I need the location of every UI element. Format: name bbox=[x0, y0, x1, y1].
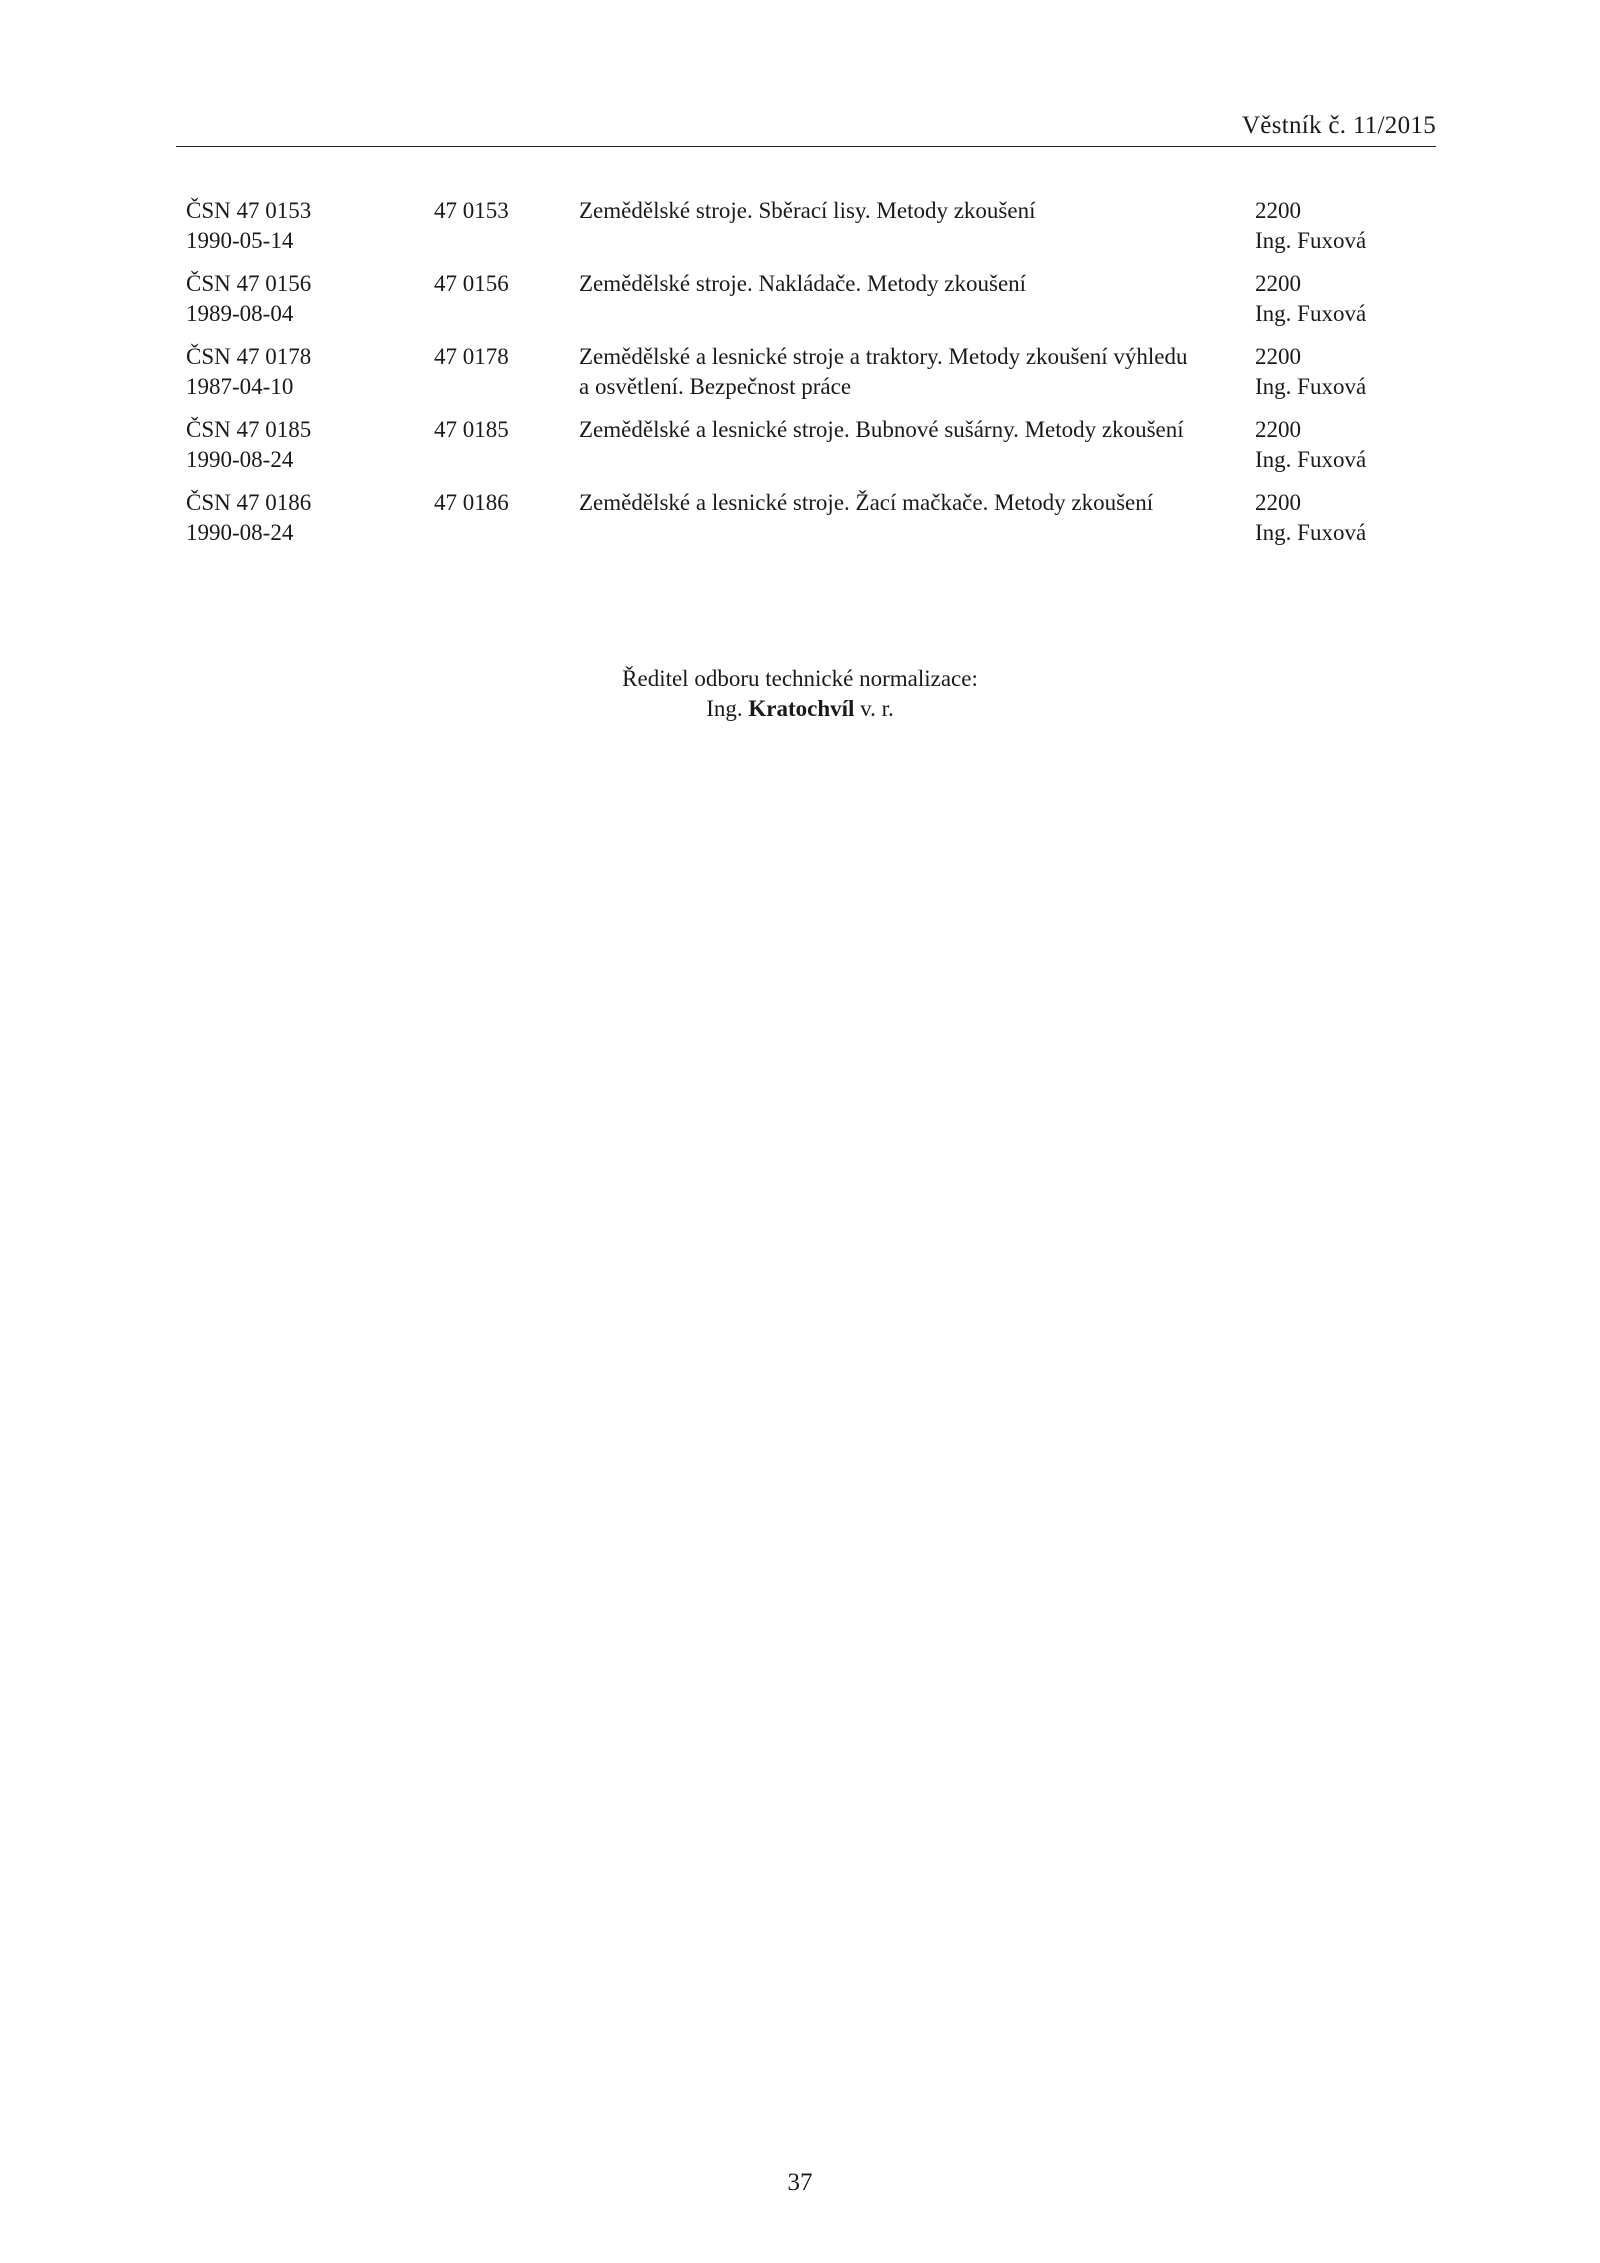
department-code: 2200 bbox=[1255, 344, 1301, 369]
department-code: 2200 bbox=[1255, 198, 1301, 223]
standard-title-line: a osvětlení. Bezpečnost práce bbox=[579, 374, 852, 399]
bulletin-title: Věstník č. 11/2015 bbox=[1241, 112, 1436, 139]
standard-title-cell bbox=[579, 488, 1229, 518]
standard-title-cell bbox=[579, 269, 1229, 299]
standard-id-cell bbox=[186, 342, 406, 402]
responsible-person: Ing. Fuxová bbox=[1255, 228, 1367, 253]
classification-cell bbox=[434, 488, 554, 518]
classification-cell bbox=[434, 196, 554, 226]
list-item bbox=[186, 342, 1436, 415]
department-code: 2200 bbox=[1255, 490, 1301, 515]
standard-id-cell bbox=[186, 269, 406, 329]
signatory-prefix: Ing. bbox=[706, 696, 743, 721]
standard-title-line: Zemědělské a lesnické stroje. Bubnové sušárny. Metody zkoušení bbox=[579, 417, 1184, 442]
signatory-line bbox=[0, 694, 1600, 724]
responsible-cell bbox=[1255, 269, 1435, 329]
standard-title-line: Zemědělské stroje. Nakládače. Metody zkoušení bbox=[579, 271, 1027, 296]
signatory-name: Kratochvíl bbox=[748, 696, 855, 721]
department-code: 2200 bbox=[1255, 271, 1301, 296]
responsible-cell bbox=[1255, 488, 1435, 548]
standard-number: ČSN 47 0185 bbox=[186, 417, 312, 442]
responsible-cell bbox=[1255, 196, 1435, 256]
signatory-suffix: v. r. bbox=[860, 696, 894, 721]
responsible-cell bbox=[1255, 342, 1435, 402]
standard-title-line: Zemědělské stroje. Sběrací lisy. Metody zkoušení bbox=[579, 198, 1036, 223]
list-item bbox=[186, 415, 1436, 488]
list-item bbox=[186, 196, 1436, 269]
standard-id-cell bbox=[186, 488, 406, 548]
responsible-cell bbox=[1255, 415, 1435, 475]
standard-date: 1990-08-24 bbox=[186, 520, 294, 545]
classification-cell bbox=[434, 342, 554, 372]
signature-block bbox=[0, 664, 1600, 724]
classification-number: 47 0185 bbox=[434, 417, 509, 442]
standard-title-line: Zemědělské a lesnické stroje a traktory. Metody zkoušení výhledu bbox=[579, 344, 1188, 369]
standard-title-cell bbox=[579, 415, 1229, 445]
classification-number: 47 0153 bbox=[434, 198, 509, 223]
classification-cell bbox=[434, 269, 554, 299]
responsible-person: Ing. Fuxová bbox=[1255, 447, 1367, 472]
standard-number: ČSN 47 0186 bbox=[186, 490, 312, 515]
standard-date: 1990-08-24 bbox=[186, 447, 294, 472]
standard-date: 1990-05-14 bbox=[186, 228, 294, 253]
standard-title-line: Zemědělské a lesnické stroje. Žací mačkače. Metody zkoušení bbox=[579, 490, 1154, 515]
classification-number: 47 0186 bbox=[434, 490, 509, 515]
list-item bbox=[186, 488, 1436, 561]
standard-id-cell bbox=[186, 196, 406, 256]
classification-cell bbox=[434, 415, 554, 445]
signatory-role: Ředitel odboru technické normalizace: bbox=[622, 666, 978, 691]
classification-number: 47 0178 bbox=[434, 344, 509, 369]
responsible-person: Ing. Fuxová bbox=[1255, 374, 1367, 399]
standard-number: ČSN 47 0156 bbox=[186, 271, 312, 296]
responsible-person: Ing. Fuxová bbox=[1255, 301, 1367, 326]
standard-date: 1987-04-10 bbox=[186, 374, 294, 399]
standard-number: ČSN 47 0153 bbox=[186, 198, 312, 223]
classification-number: 47 0156 bbox=[434, 271, 509, 296]
standard-id-cell bbox=[186, 415, 406, 475]
standard-title-cell bbox=[579, 196, 1229, 226]
list-item bbox=[186, 269, 1436, 342]
page-number: 37 bbox=[787, 2169, 813, 2196]
page-header bbox=[176, 110, 1436, 147]
standards-list bbox=[186, 196, 1436, 561]
standard-date: 1989-08-04 bbox=[186, 301, 294, 326]
responsible-person: Ing. Fuxová bbox=[1255, 520, 1367, 545]
standard-title-cell bbox=[579, 342, 1229, 402]
department-code: 2200 bbox=[1255, 417, 1301, 442]
standard-number: ČSN 47 0178 bbox=[186, 344, 312, 369]
